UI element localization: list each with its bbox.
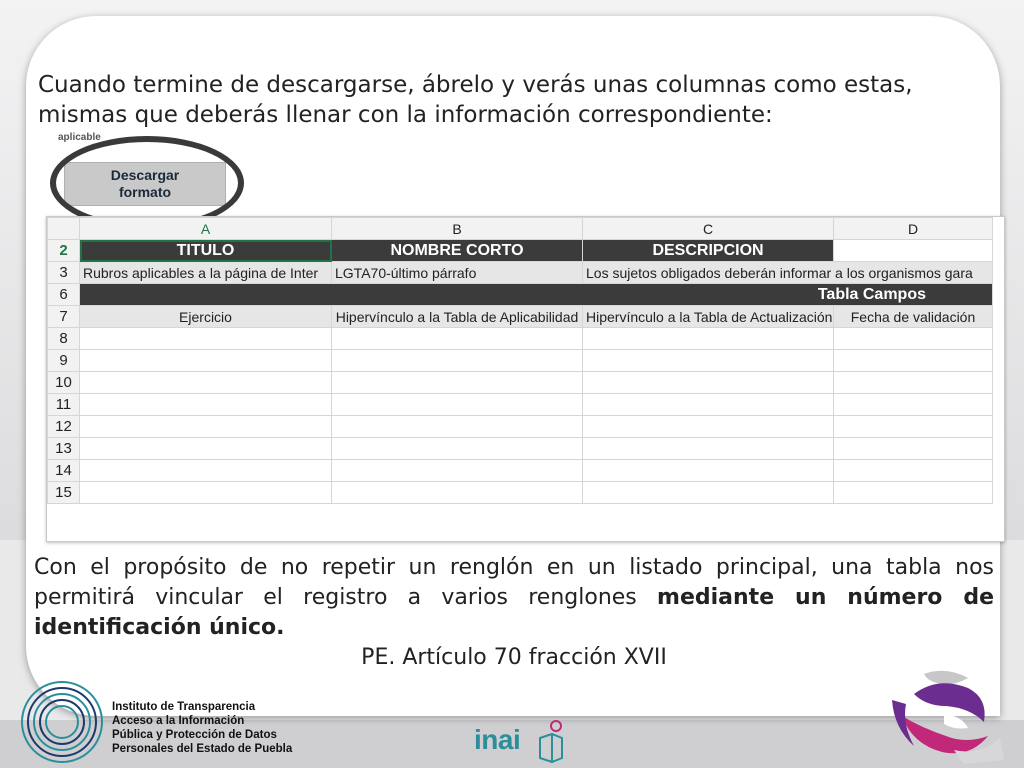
- inai-wordmark: inai: [474, 724, 521, 755]
- cell-empty[interactable]: [80, 328, 332, 350]
- column-header-row: [48, 218, 993, 240]
- cell-nombre-corto[interactable]: NOMBRE CORTO: [332, 240, 583, 262]
- cell-empty[interactable]: [332, 438, 583, 460]
- cell-descripcion[interactable]: DESCRIPCION: [583, 240, 834, 262]
- cell-empty[interactable]: [834, 482, 993, 504]
- download-button-line-2: formato: [118, 184, 172, 200]
- cell-empty[interactable]: [583, 328, 834, 350]
- cell-empty[interactable]: [80, 482, 332, 504]
- row-number[interactable]: 11: [48, 394, 80, 416]
- row-number[interactable]: 7: [48, 306, 80, 328]
- org-line-2: Acceso a la Información: [112, 715, 245, 727]
- cell-lgta[interactable]: LGTA70-último párrafo: [332, 262, 583, 284]
- cell-empty[interactable]: [80, 460, 332, 482]
- cell-empty[interactable]: [80, 438, 332, 460]
- org-line-4: Personales del Estado de Puebla: [112, 743, 293, 755]
- table-row: [48, 372, 993, 394]
- cell-fecha-validacion[interactable]: Fecha de validación: [834, 306, 993, 328]
- cell-empty[interactable]: [834, 350, 993, 372]
- table-row: [48, 438, 993, 460]
- table-row: [48, 350, 993, 372]
- cell-empty[interactable]: [583, 372, 834, 394]
- cell-empty[interactable]: [80, 372, 332, 394]
- cell-empty[interactable]: [332, 328, 583, 350]
- cell-empty[interactable]: [834, 438, 993, 460]
- row-number[interactable]: 12: [48, 416, 80, 438]
- cell-empty[interactable]: [834, 372, 993, 394]
- article-reference: PE. Artículo 70 fracción XVII: [361, 645, 667, 670]
- table-row: [48, 482, 993, 504]
- cell-sujetos[interactable]: Los sujetos obligados deberán informar a los organismos gara: [583, 262, 993, 284]
- column-header-d[interactable]: D: [834, 218, 993, 240]
- cell-empty[interactable]: [332, 394, 583, 416]
- puebla-map-logo-icon: [884, 664, 1008, 768]
- cell-titulo[interactable]: TITULO: [80, 240, 332, 262]
- cropped-label: aplicable: [58, 132, 101, 143]
- cell-empty[interactable]: [332, 482, 583, 504]
- cell-empty[interactable]: [80, 416, 332, 438]
- intro-line-2: mismas que deberás llenar con la información correspondiente:: [38, 102, 773, 128]
- cell-empty[interactable]: [332, 350, 583, 372]
- body-paragraph: [34, 553, 994, 643]
- intro-line-1: Cuando termine de descargarse, ábrelo y verás unas columnas como estas,: [38, 72, 913, 98]
- cell-hipervinculo-aplicabilidad[interactable]: Hipervínculo a la Tabla de Aplicabilidad: [332, 306, 583, 328]
- table-row: [48, 416, 993, 438]
- column-header-a[interactable]: A: [80, 218, 332, 240]
- cell-hipervinculo-actualizacion[interactable]: Hipervínculo a la Tabla de Actualización: [583, 306, 834, 328]
- corner-cell: [48, 218, 80, 240]
- cell-empty[interactable]: [332, 460, 583, 482]
- column-header-c[interactable]: C: [583, 218, 834, 240]
- table-row: [48, 328, 993, 350]
- cell-empty[interactable]: [583, 416, 834, 438]
- cell-empty[interactable]: [583, 438, 834, 460]
- row-number[interactable]: 3: [48, 262, 80, 284]
- table-row: [48, 394, 993, 416]
- cell-empty[interactable]: [834, 460, 993, 482]
- cell-empty[interactable]: [332, 416, 583, 438]
- spreadsheet-grid: [47, 217, 993, 504]
- cell-empty[interactable]: [332, 372, 583, 394]
- body-text-bold: mediante un número de identificación único.: [34, 585, 995, 640]
- row-number[interactable]: 13: [48, 438, 80, 460]
- cell-empty[interactable]: [834, 240, 993, 262]
- cell-empty[interactable]: [834, 328, 993, 350]
- reference-line: [0, 645, 1024, 670]
- cell-empty[interactable]: [583, 460, 834, 482]
- intro-text: [38, 70, 998, 130]
- org-line-3: Pública y Protección de Datos: [112, 729, 277, 741]
- cell-empty[interactable]: [583, 394, 834, 416]
- org-line-1: Instituto de Transparencia: [112, 701, 256, 713]
- row-number[interactable]: 2: [48, 240, 80, 262]
- table-row: [48, 284, 993, 306]
- cell-empty[interactable]: [583, 350, 834, 372]
- cell-ejercicio[interactable]: Ejercicio: [80, 306, 332, 328]
- cell-empty[interactable]: [583, 482, 834, 504]
- row-number[interactable]: 8: [48, 328, 80, 350]
- row-number[interactable]: 14: [48, 460, 80, 482]
- cell-empty[interactable]: [80, 394, 332, 416]
- spreadsheet-screenshot: [46, 216, 1005, 542]
- table-row: [48, 306, 993, 328]
- tabla-campos-label: Tabla Campos: [817, 285, 926, 303]
- row-number[interactable]: 15: [48, 482, 80, 504]
- itaipue-logo-icon: [20, 680, 104, 764]
- inai-person-icon: [536, 718, 566, 764]
- row-number[interactable]: 10: [48, 372, 80, 394]
- institute-name: [112, 700, 292, 756]
- download-button-line-1: Descargar: [110, 167, 180, 183]
- inai-logo: [474, 718, 584, 764]
- cell-tabla-campos[interactable]: [80, 284, 993, 306]
- table-row: [48, 262, 993, 284]
- table-row: [48, 460, 993, 482]
- cell-rubros[interactable]: Rubros aplicables a la página de Inter: [80, 262, 332, 284]
- cell-empty[interactable]: [80, 350, 332, 372]
- cell-empty[interactable]: [834, 394, 993, 416]
- row-number[interactable]: 9: [48, 350, 80, 372]
- body-text-normal: Con el propósito de no repetir un renglón en un listado principal, una tabla nos permitirá vincular el registro a varios renglones: [34, 555, 994, 610]
- table-row: [48, 240, 993, 262]
- row-number[interactable]: 6: [48, 284, 80, 306]
- cell-empty[interactable]: [834, 416, 993, 438]
- column-header-b[interactable]: B: [332, 218, 583, 240]
